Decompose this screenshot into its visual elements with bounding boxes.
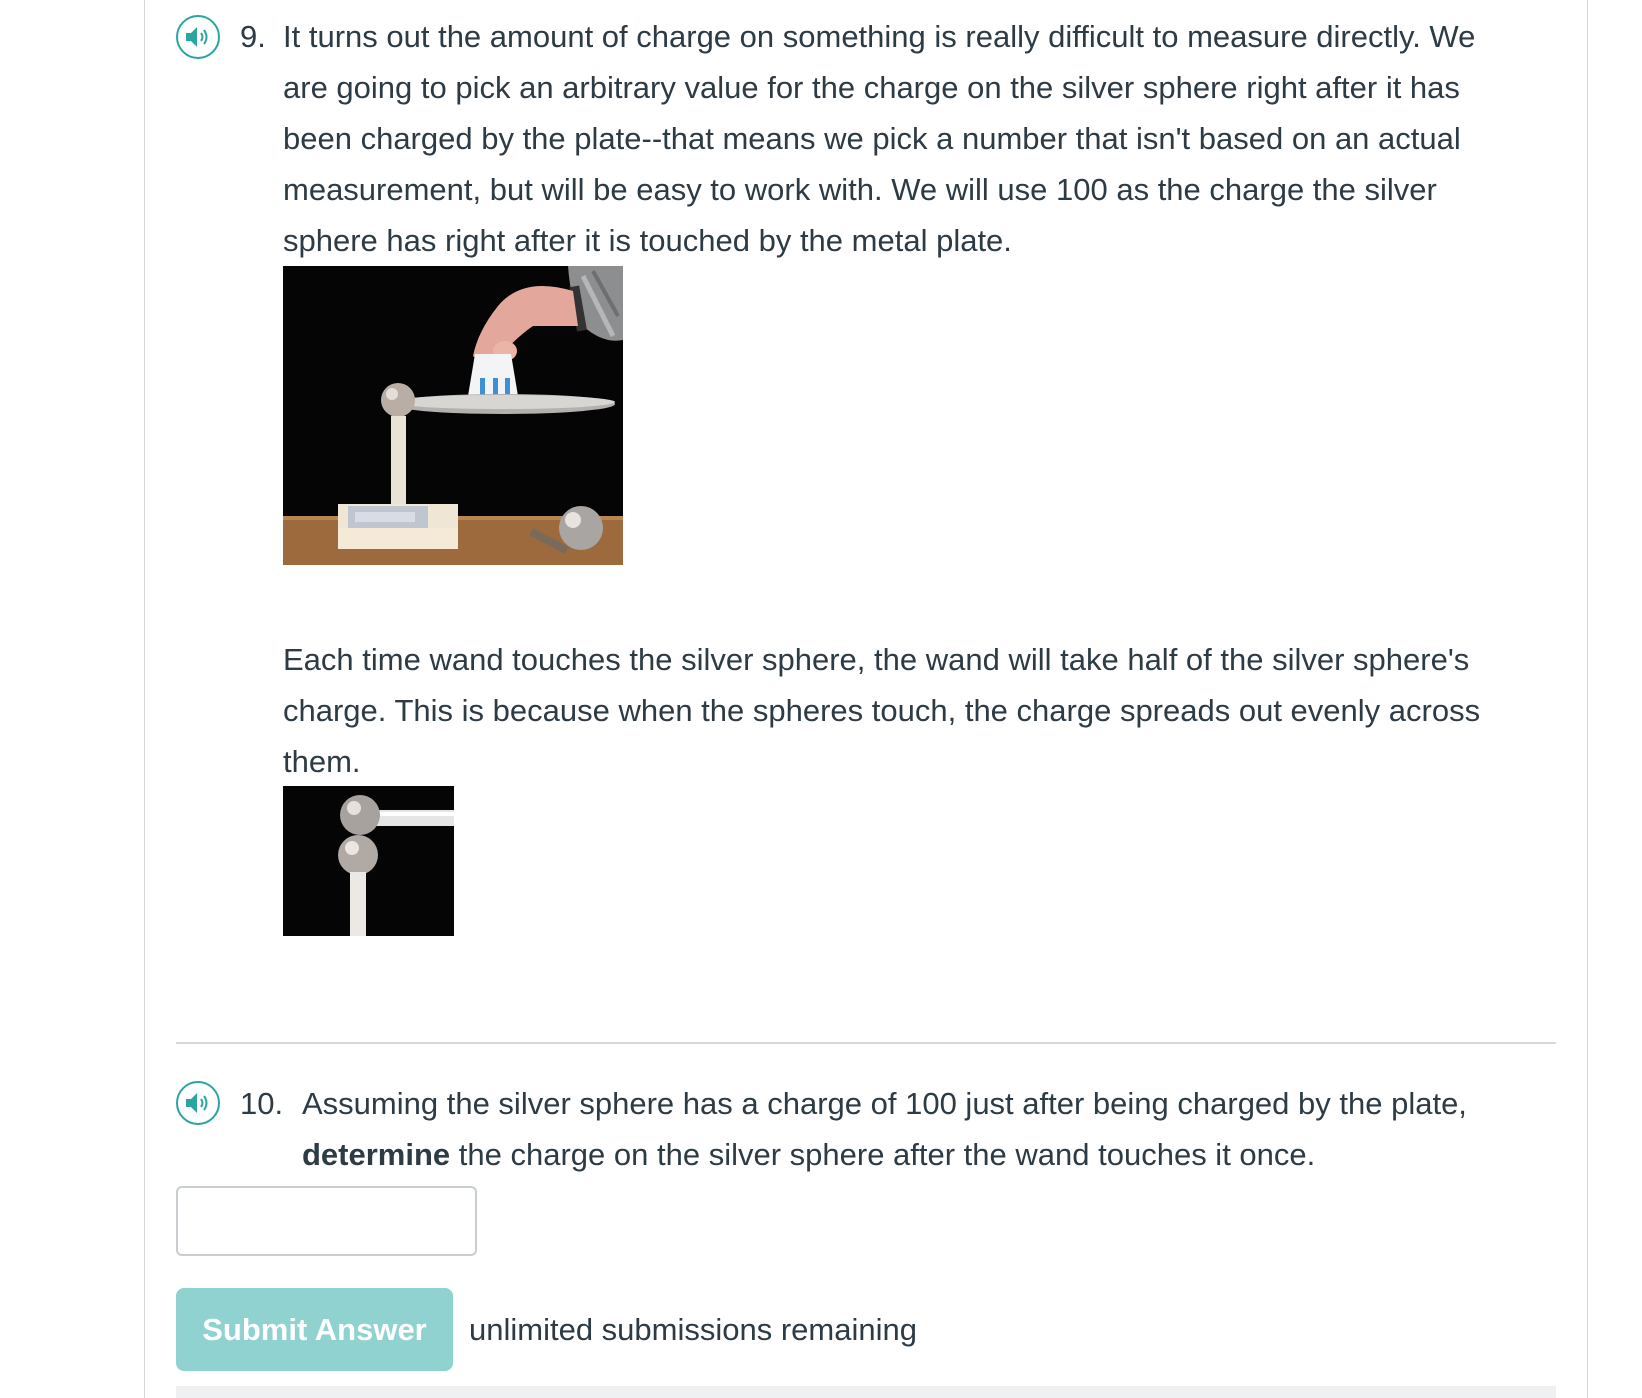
submissions-remaining-text: unlimited submissions remaining	[469, 1312, 917, 1347]
paragraph-line: them.	[283, 744, 361, 779]
answer-input[interactable]	[176, 1186, 477, 1256]
audio-button-q10[interactable]	[176, 1081, 220, 1125]
question-10-number: 10.	[240, 1086, 284, 1121]
next-section-bar	[176, 1386, 1556, 1398]
paragraph-line: charge. This is because when the spheres touch, the charge spreads out evenly across	[283, 693, 1481, 728]
question-9-line: It turns out the amount of charge on something is really difficult to measure directly. We	[283, 19, 1476, 54]
determine-keyword: determine	[302, 1137, 451, 1172]
question-10-text	[302, 1078, 1467, 1180]
question-9-line: sphere has right after it is touched by the metal plate.	[283, 223, 1012, 258]
question-divider	[176, 1042, 1556, 1044]
question-9-text	[283, 11, 1475, 266]
spheres-touching-photo	[283, 786, 454, 936]
question-9-line: are going to pick an arbitrary value for the charge on the silver sphere right after it has	[283, 70, 1460, 105]
question-10-line: Assuming the silver sphere has a charge of 100 just after being charged by the plate,	[302, 1086, 1467, 1121]
submit-answer-button[interactable]: Submit Answer	[176, 1288, 453, 1371]
question-10-line	[302, 1129, 1467, 1180]
speaker-icon	[183, 24, 213, 50]
audio-button-q9[interactable]	[176, 15, 220, 59]
question-9-paragraph-2	[283, 634, 1480, 787]
question-9-line: been charged by the plate--that means we pick a number that isn't based on an actual	[283, 121, 1461, 156]
paragraph-line: Each time wand touches the silver sphere, the wand will take half of the silver sphere's	[283, 642, 1470, 677]
question-10-line-rest: the charge on the silver sphere after the wand touches it once.	[450, 1137, 1316, 1172]
plate-charging-photo	[283, 266, 623, 565]
speaker-icon	[183, 1090, 213, 1116]
question-9-number: 9.	[240, 19, 266, 54]
question-9-line: measurement, but will be easy to work with. We will use 100 as the charge the silver	[283, 172, 1437, 207]
